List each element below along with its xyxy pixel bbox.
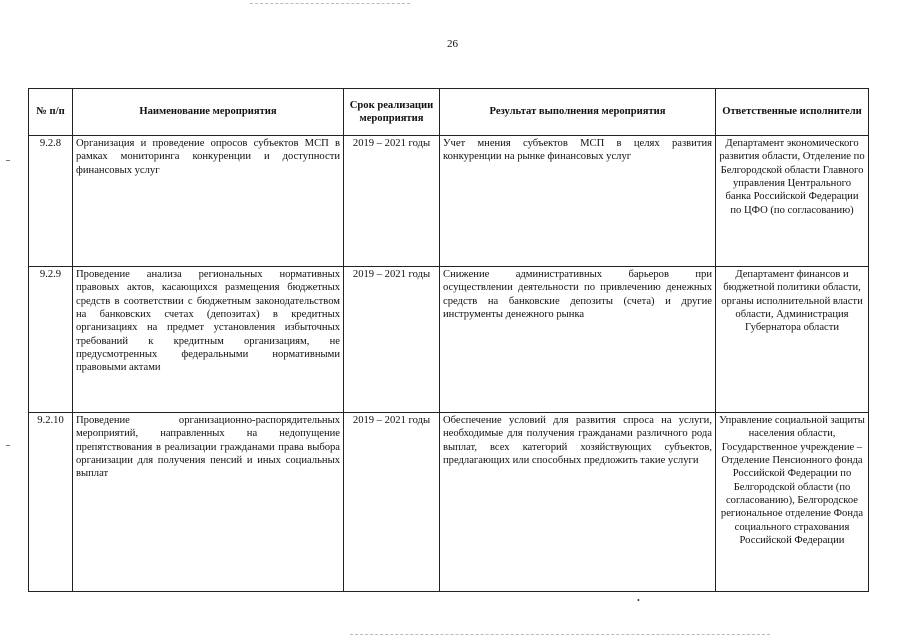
margin-mark <box>6 160 10 161</box>
row-result: Снижение административных барьеров при осуществлении деятельности по привлечению денежных средств на банковские депозиты (счета) и другие инструменты денежного рынка <box>440 267 716 413</box>
row-responsible: Департамент финансов и бюджетной политики области, органы исполнительной власти области, Администрация Губернатора области <box>716 267 869 413</box>
scan-speck: • <box>637 596 640 605</box>
page-number: 26 <box>447 38 458 50</box>
row-term: 2019 – 2021 годы <box>344 136 440 267</box>
header-result: Результат выполнения мероприятия <box>440 89 716 136</box>
row-responsible: Департамент экономического развития области, Отделение по Белгородской области Главного управления Центрального банка Российской Федерации по ЦФО (по согласованию) <box>716 136 869 267</box>
row-measure-name: Организация и проведение опросов субъектов МСП в рамках мониторинга конкуренции и доступности финансовых услуг <box>73 136 344 267</box>
row-number: 9.2.10 <box>29 413 73 592</box>
table-row <box>29 136 869 267</box>
table-header-row <box>29 89 869 136</box>
margin-mark <box>6 445 10 446</box>
row-measure-name: Проведение организационно-распорядительных мероприятий, направленных на недопущение препятствования в реализации гражданами права выбора организации для получения пенсий и иных социальных выплат <box>73 413 344 592</box>
row-responsible: Управление социальной защиты населения области, Государственное учреждение – Отделение Пенсионного фонда Российской Федерации по Белгородской области (по согласованию), Белгородское региональное отделение Фонда социального страхования Российской Федерации <box>716 413 869 592</box>
header-name: Наименование мероприятия <box>73 89 344 136</box>
table-row <box>29 267 869 413</box>
row-number: 9.2.9 <box>29 267 73 413</box>
row-number: 9.2.8 <box>29 136 73 267</box>
header-num: № п/п <box>29 89 73 136</box>
row-result: Обеспечение условий для развития спроса на услуги, необходимые для получения гражданами различного рода выплат, всех категорий хозяйствующих субъектов, предлагающих или способных предложить такие услуги <box>440 413 716 592</box>
row-term: 2019 – 2021 годы <box>344 267 440 413</box>
row-result: Учет мнения субъектов МСП в целях развития конкуренции на рынке финансовых услуг <box>440 136 716 267</box>
row-measure-name: Проведение анализа региональных нормативных правовых актов, касающихся размещения бюджетных средств в соответствии с бюджетным законодательством на банковских счетах (депозитах) в кредитных организациях на предмет установления избыточных требований к кредитным организациям, не предусмотренных федеральными нормативными правовыми актами <box>73 267 344 413</box>
bottom-scan-line <box>350 634 770 635</box>
top-scan-line <box>250 3 410 4</box>
table-row <box>29 413 869 592</box>
header-term: Срок реализации мероприятия <box>344 89 440 136</box>
row-term: 2019 – 2021 годы <box>344 413 440 592</box>
header-responsible: Ответственные исполнители <box>716 89 869 136</box>
measures-table <box>28 88 869 592</box>
